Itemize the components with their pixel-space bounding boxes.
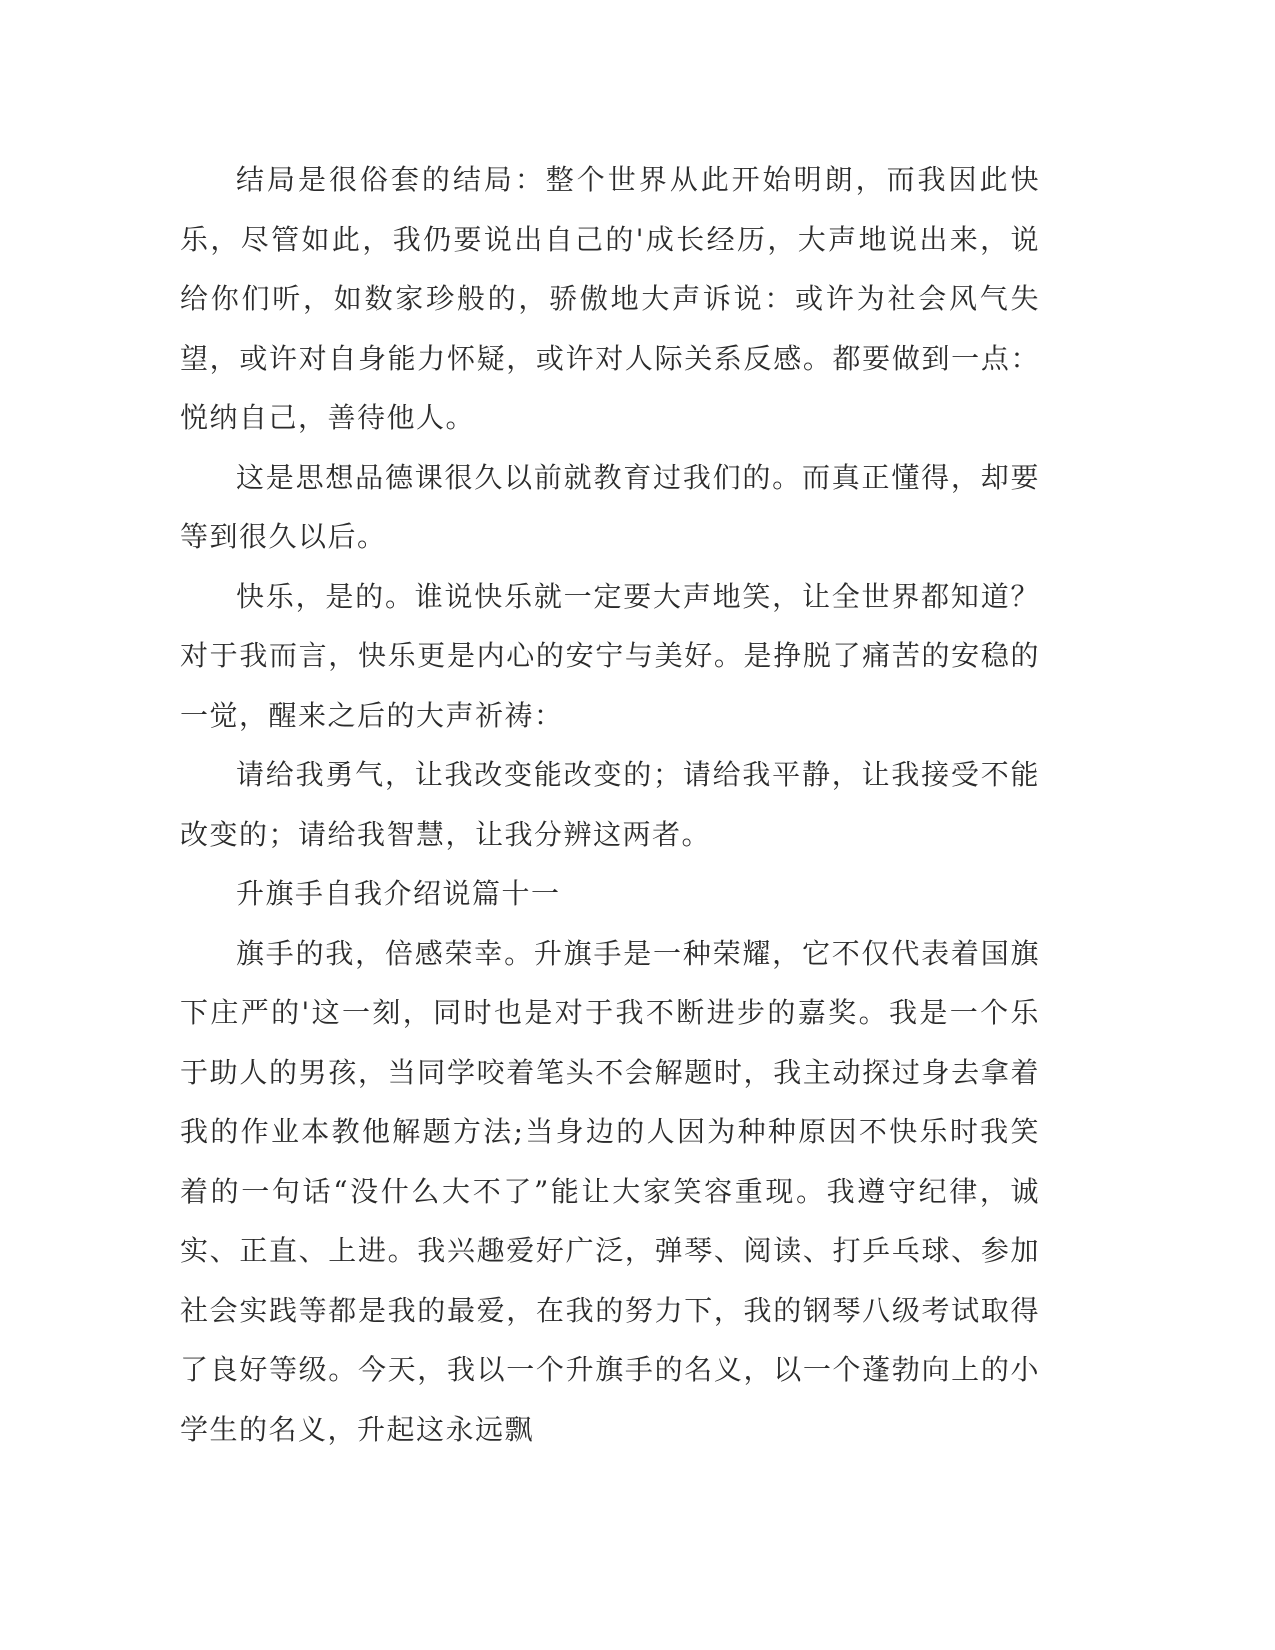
- section-heading: 升旗手自我介绍说篇十一: [236, 877, 561, 910]
- paragraph-ending: 结局是很俗套的结局：整个世界从此开始明朗，而我因此快乐，尽管如此，我仍要说出自己的'成长经历，大声地说出来，说给你们听，如数家珍般的，骄傲地大声诉说：或许为社会风气失望，或许对自身能力怀疑，或许对人际关系反感。都要做到一点：悦纳自己，善待他人。: [180, 163, 1040, 434]
- paragraph-prayer: 请给我勇气，让我改变能改变的；请给我平静，让我接受不能改变的；请给我智慧，让我分辨这两者。: [180, 758, 1040, 851]
- paragraph-moral-lesson: 这是思想品德课很久以前就教育过我们的。而真正懂得，却要等到很久以后。: [180, 460, 1040, 553]
- document-page: [180, 150, 1040, 1459]
- paragraph-happiness: 快乐，是的。谁说快乐就一定要大声地笑，让全世界都知道？对于我而言，快乐更是内心的安宁与美好。是挣脱了痛苦的安稳的一觉，醒来之后的大声祈祷：: [180, 579, 1040, 732]
- paragraph-flag-raiser: 旗手的我，倍感荣幸。升旗手是一种荣耀，它不仅代表着国旗下庄严的'这一刻，同时也是对于我不断进步的嘉奖。我是一个乐于助人的男孩，当同学咬着笔头不会解题时，我主动探过身去拿着我的作业本教他解题方法;当身边的人因为种种原因不快乐时我笑着的一句话“没什么大不了”能让大家笑容重现。我遵守纪律，诚实、正直、上进。我兴趣爱好广泛，弹琴、阅读、打乒乓球、参加社会实践等都是我的最爱，在我的努力下，我的钢琴八级考试取得了良好等级。今天，我以一个升旗手的名义，以一个蓬勃向上的小学生的名义，升起这永远飘: [180, 936, 1040, 1446]
